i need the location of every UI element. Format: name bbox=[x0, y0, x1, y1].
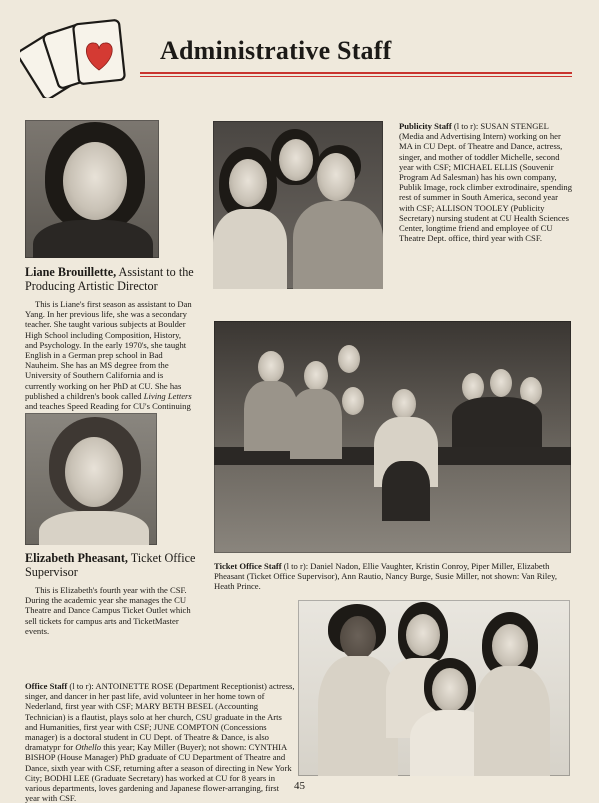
liane-portrait-photo bbox=[25, 120, 159, 258]
ticket-label: Ticket Office Staff bbox=[214, 561, 282, 571]
liane-bio bbox=[25, 299, 195, 421]
publicity-label: Publicity Staff bbox=[399, 121, 452, 131]
page-number: 45 bbox=[294, 780, 305, 792]
elizabeth-name-heading bbox=[25, 552, 200, 579]
ticket-text: (l to r): Daniel Nadon, Ellie Vaughter, Kristin Conroy, Piper Miller, Elizabeth Pheasant (Ticket Office Supervisor), Ann Rautio, Nancy Burge, Susie Miller, not shown: Van Riley, Heath Prince. bbox=[214, 561, 557, 592]
page-title: Administrative Staff bbox=[160, 36, 392, 65]
office-staff-photo bbox=[298, 600, 570, 776]
liane-role: Assistant to the Producing Artistic Director bbox=[25, 265, 194, 293]
publicity-text: (l to r): SUSAN STENGEL (Media and Advertising Intern) working on her MA in CU Dept. of Theatre and Dance, actress, singer, and mother of toddler Michelle, second year with CSF; MICHAEL ELLIS (Souvenir Program Ad Salesman) has his own company, Publik Image, rock climber extrodinaire, spending rest of summer in South America, second year with CSF; ALLISON TOOLEY (Publicity Secretary) nursing student at CU Health Sciences Center, longtime friend and employee of CU Theatre Dept. office, third year with CSF. bbox=[399, 121, 573, 244]
elizabeth-caption bbox=[25, 552, 200, 636]
ticket-office-staff-photo bbox=[214, 321, 571, 553]
liane-caption bbox=[25, 266, 195, 421]
playing-cards-heart-icon bbox=[20, 18, 140, 98]
elizabeth-portrait-photo bbox=[25, 413, 157, 545]
elizabeth-name: Elizabeth Pheasant, bbox=[25, 551, 128, 565]
liane-name: Liane Brouillette, bbox=[25, 265, 117, 279]
elizabeth-role: Ticket Office Supervisor bbox=[25, 551, 196, 579]
elizabeth-bio: This is Elizabeth's fourth year with the CSF. During the academic year she manages the CU Theatre and Dance Campus Ticket Outlet which sell tickets for campus arts and TicketMaster events. bbox=[25, 585, 191, 636]
liane-name-heading bbox=[25, 266, 195, 293]
title-rule bbox=[140, 72, 572, 74]
ticket-office-caption bbox=[214, 561, 574, 592]
publicity-staff-photo bbox=[213, 121, 383, 289]
publicity-caption bbox=[399, 121, 575, 243]
office-label: Office Staff bbox=[25, 681, 68, 691]
office-play-title: Othello bbox=[75, 742, 102, 753]
title-rule-thin bbox=[140, 76, 572, 77]
office-text-end: this year; Kay Miller (Buyer); not shown: CYNTHIA BISHOP (House Manager) PhD graduate of CU Department of Theatre and Dance, sixth year with CSF, returning after a season of directing in New York City; BODHI LEE (Graduate Secretary) has worked at CU for 8 years in various departments, loves gardening and Japanese flower-arranging, first year with CSF. bbox=[25, 742, 292, 803]
office-text: (l to r): ANTOINETTE ROSE (Department Receptionist) actress, singer, and dancer in her past life, avid volunteer in her home town of Nederland, first year with CSF; MARY BETH BESEL (Accounting Technician) is a flautist, plays solo at her church, CSU graduate in the Arts and Humanities, first year with CSF; JUNE COMPTON (Concessions manager) is a doctoral student in CU Dept. of Theatre & Dance, is also dramatург for bbox=[25, 681, 295, 753]
liane-book-title: Living Letters bbox=[143, 390, 192, 401]
liane-bio-text: This is Liane's first season as assistant to Dan Yang. In her previous life, she was a secondary teacher. She taught various subjects at Boulder High School including Composition, History, and Psychology. In the early 1970's, she taught English in a German prep school in Bad Nauheim. She has an MS degree from the University of Southern California and is currently working on her PhD at CU. She has published a children's book called bbox=[25, 299, 192, 401]
liane-bio-text-end: and teaches Speed Reading for CU's Continuing bbox=[25, 401, 191, 412]
